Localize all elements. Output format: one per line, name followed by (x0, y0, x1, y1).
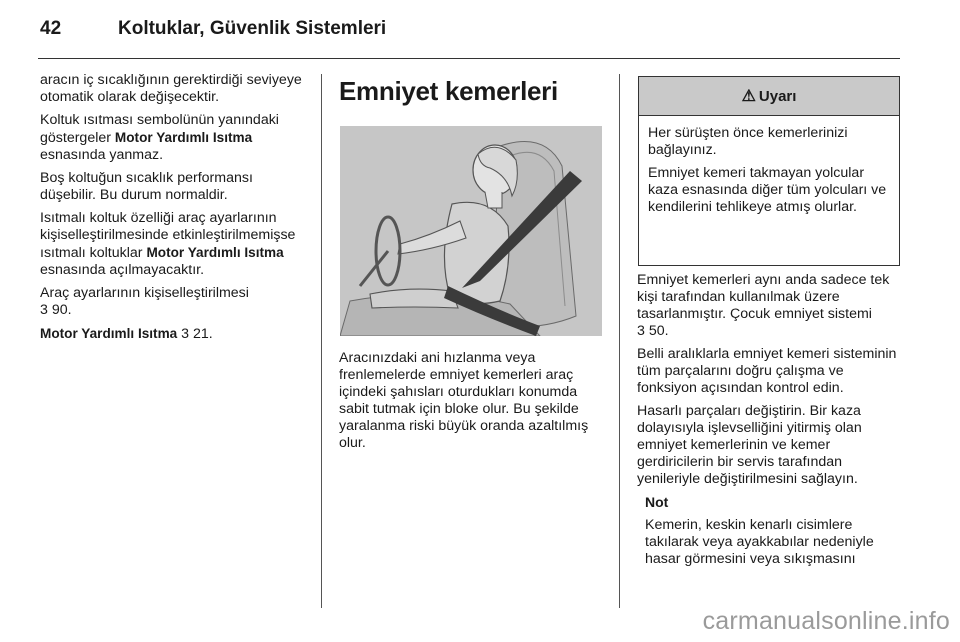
paragraph (40, 325, 312, 343)
warning-body (639, 116, 899, 216)
section-title: Emniyet kemerleri (339, 76, 558, 106)
paragraph: Belli aralıklarla emniyet kemeri sisteminin tüm parçalarını doğru çalışma ve fonksiyon açısından kontrol edin. (637, 346, 897, 396)
paragraph: aracın iç sıcaklığının gerektirdiği seviyeye otomatik olarak değişecektir. (40, 72, 302, 105)
paragraph (40, 112, 312, 164)
page-reference[interactable]: 3 21. (177, 326, 213, 342)
paragraph: Aracınızdaki ani hızlanma veya frenlemelerde emniyet kemerleri araç içindeki şahısları oturdukları konumda sabit tutmak için bloke olur. Bu şekilde yaralanma riski büyük oranda azaltılmış olur. (339, 350, 589, 451)
warning-header (639, 77, 899, 116)
text-run: Isıtmalı koltuk özelliği araç ayarlarının kişiselleştirilmesinde etkinleştirilmemişse ısıtmalı koltuklar (40, 210, 296, 261)
text-run: esnasında açılmayacaktır. (40, 262, 205, 278)
note-block (645, 494, 903, 568)
right-column (637, 272, 903, 574)
warning-title: Uyarı (758, 87, 797, 105)
text-run: Araç ayarlarının kişiselleştirilmesi (40, 285, 249, 301)
paragraph (637, 272, 903, 340)
seatbelt-illustration (340, 126, 602, 336)
bold-term: Motor Yardımlı Isıtma (146, 245, 284, 260)
note-text: Kemerin, keskin kenarlı cisimlere takılarak veya ayakkabılar nedeniyle hasar görmesini veya sıkışmasını (645, 517, 874, 567)
text-run: Emniyet kemerleri aynı anda sadece tek kişi tarafından kullanılmak üzere tasarlanmıştır. Çocuk emniyet sistemi (637, 272, 890, 322)
text-run: esnasında yanmaz. (40, 147, 164, 163)
middle-column (339, 350, 603, 458)
paragraph: Her sürüşten önce kemerlerinizi bağlayınız. (648, 125, 848, 158)
left-column (40, 72, 312, 349)
watermark: carmanualsonline.info (702, 607, 950, 635)
column-divider-right (619, 74, 620, 608)
page-number: 42 (40, 18, 62, 39)
header-divider (38, 58, 900, 59)
chapter-title: Koltuklar, Güvenlik Sistemleri (118, 18, 387, 39)
paragraph (40, 285, 312, 319)
bold-term: Motor Yardımlı Isıtma (114, 130, 253, 145)
page-reference[interactable]: 3 50. (637, 323, 669, 339)
text-run: Koltuk ısıtması sembolünün yanındaki göstergeler (40, 112, 279, 146)
bold-term: Motor Yardımlı Isıtma (40, 326, 178, 341)
warning-triangle-icon: ⚠ (741, 88, 756, 105)
page-header (38, 18, 900, 58)
warning-box (638, 76, 900, 266)
paragraph: Boş koltuğun sıcaklık performansı düşebilir. Bu durum normaldir. (40, 170, 253, 203)
note-title: Not (645, 494, 669, 510)
paragraph (40, 210, 312, 279)
paragraph: Emniyet kemeri takmayan yolcular kaza esnasında diğer tüm yolcuları ve kendilerini tehlikeye atmış olurlar. (648, 165, 887, 215)
column-divider-left (321, 74, 322, 608)
paragraph: Hasarlı parçaları değiştirin. Bir kaza dolayısıyla işlevselliğini yitirmiş olan emniyet kemerlerinin ve kemer gerdiricilerin bir servis tarafından yenileriyle değiştirilmesini sağlayın. (637, 403, 862, 487)
page-reference[interactable]: 3 90. (40, 302, 72, 318)
